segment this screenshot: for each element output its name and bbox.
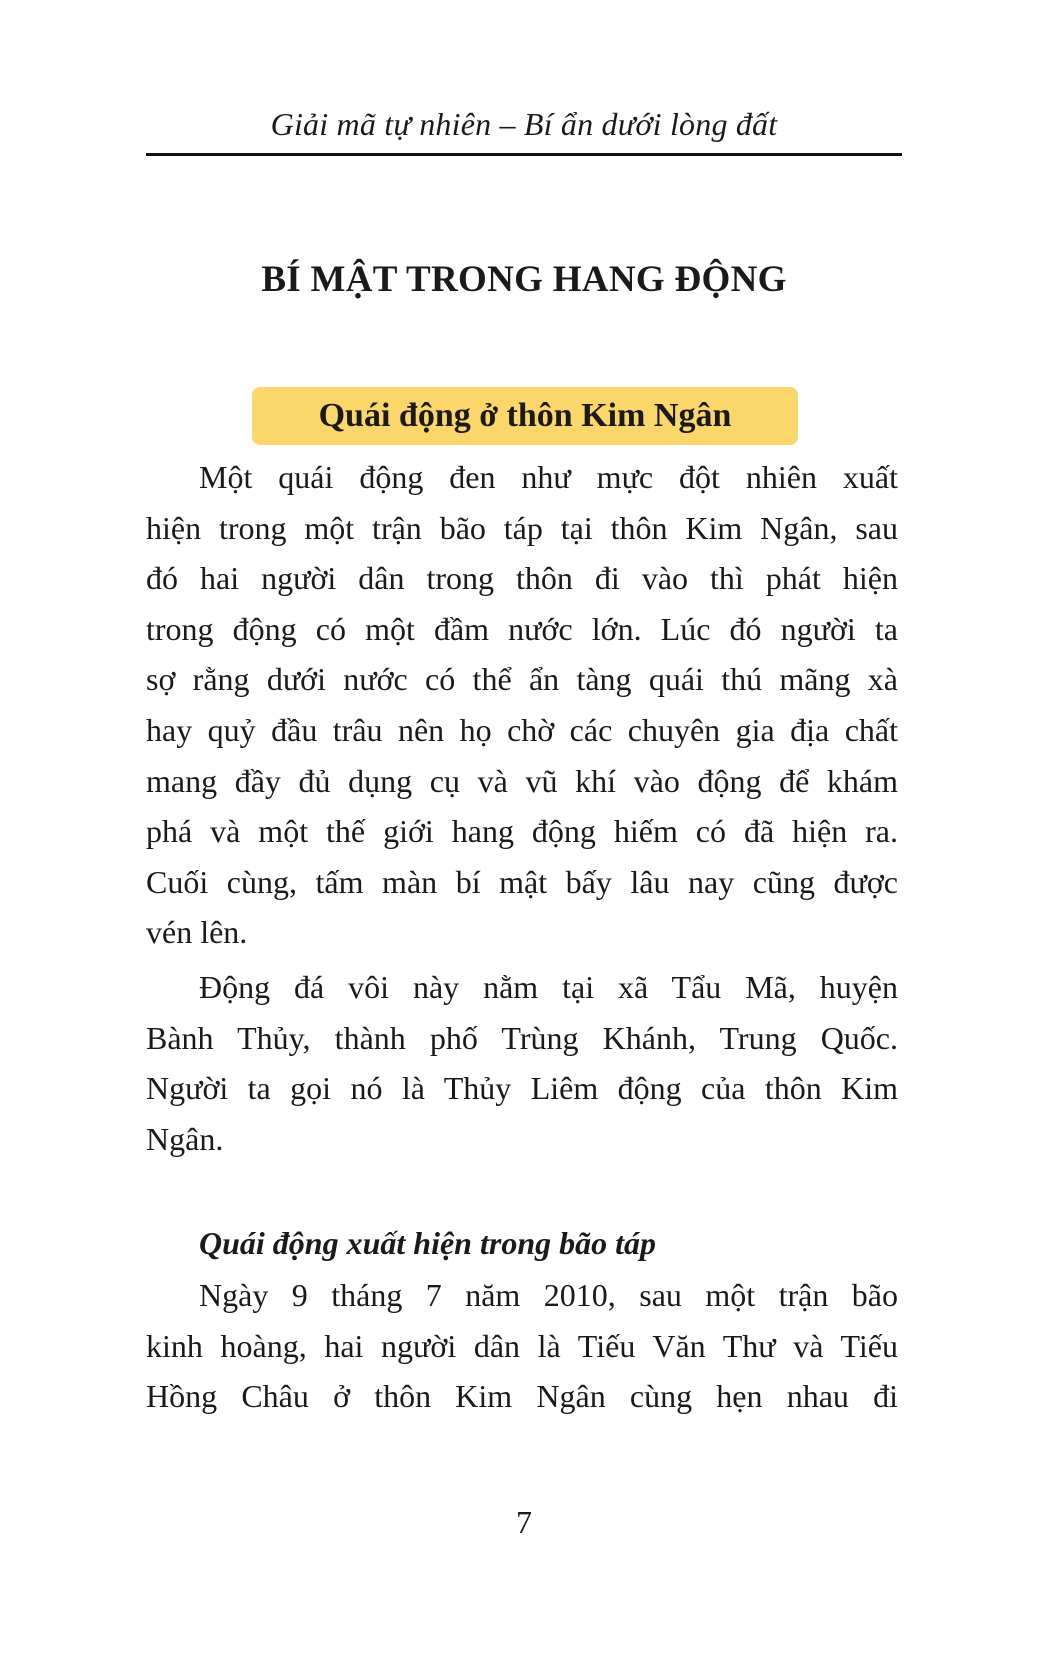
paragraph-line: Bành Thủy, thành phố Trùng Khánh, Trung Quốc. xyxy=(146,1019,898,1056)
section-title-box xyxy=(252,387,798,445)
running-header: Giải mã tự nhiên – Bí ẩn dưới lòng đất xyxy=(270,106,778,142)
chapter-title: BÍ MẬT TRONG HANG ĐỘNG xyxy=(261,259,787,300)
header-divider xyxy=(146,153,902,156)
paragraph-line: mang đầy đủ dụng cụ và vũ khí vào động để khám xyxy=(146,762,898,799)
paragraph-line: phá và một thế giới hang động hiếm có đã hiện ra. xyxy=(146,813,898,850)
page-number: 7 xyxy=(516,1504,532,1540)
paragraph-line: kinh hoàng, hai người dân là Tiếu Văn Thư và Tiếu xyxy=(146,1327,898,1364)
paragraph-line: hay quỷ đầu trâu nên họ chờ các chuyên gia địa chất xyxy=(146,711,898,748)
paragraph-line: đó hai người dân trong thôn đi vào thì phát hiện xyxy=(146,560,898,597)
subheading: Quái động xuất hiện trong bão táp xyxy=(199,1225,656,1261)
paragraph-line: vén lên. xyxy=(146,914,248,951)
paragraph-line: Cuối cùng, tấm màn bí mật bấy lâu nay cũng được xyxy=(146,863,898,900)
paragraph-line: Hồng Châu ở thôn Kim Ngân cùng hẹn nhau đi xyxy=(146,1378,898,1415)
paragraph-line: sợ rằng dưới nước có thể ẩn tàng quái thú mãng xà xyxy=(146,661,898,698)
paragraph-line: hiện trong một trận bão táp tại thôn Kim Ngân, sau xyxy=(146,509,898,546)
paragraph-3 xyxy=(146,1270,898,1422)
paragraph-line: Ngân. xyxy=(146,1120,224,1157)
paragraph-line: Một quái động đen như mực đột nhiên xuất xyxy=(199,459,898,495)
paragraph-2 xyxy=(146,962,898,1164)
paragraph-line: trong động có một đầm nước lớn. Lúc đó người ta xyxy=(146,610,898,647)
section-title: Quái động ở thôn Kim Ngân xyxy=(318,397,732,434)
paragraph-line: Ngày 9 tháng 7 năm 2010, sau một trận bão xyxy=(199,1277,898,1313)
paragraph-1 xyxy=(146,452,898,958)
paragraph-line: Người ta gọi nó là Thủy Liêm động của thôn Kim xyxy=(146,1070,898,1107)
paragraph-line: Động đá vôi này nằm tại xã Tẩu Mã, huyện xyxy=(199,969,898,1005)
